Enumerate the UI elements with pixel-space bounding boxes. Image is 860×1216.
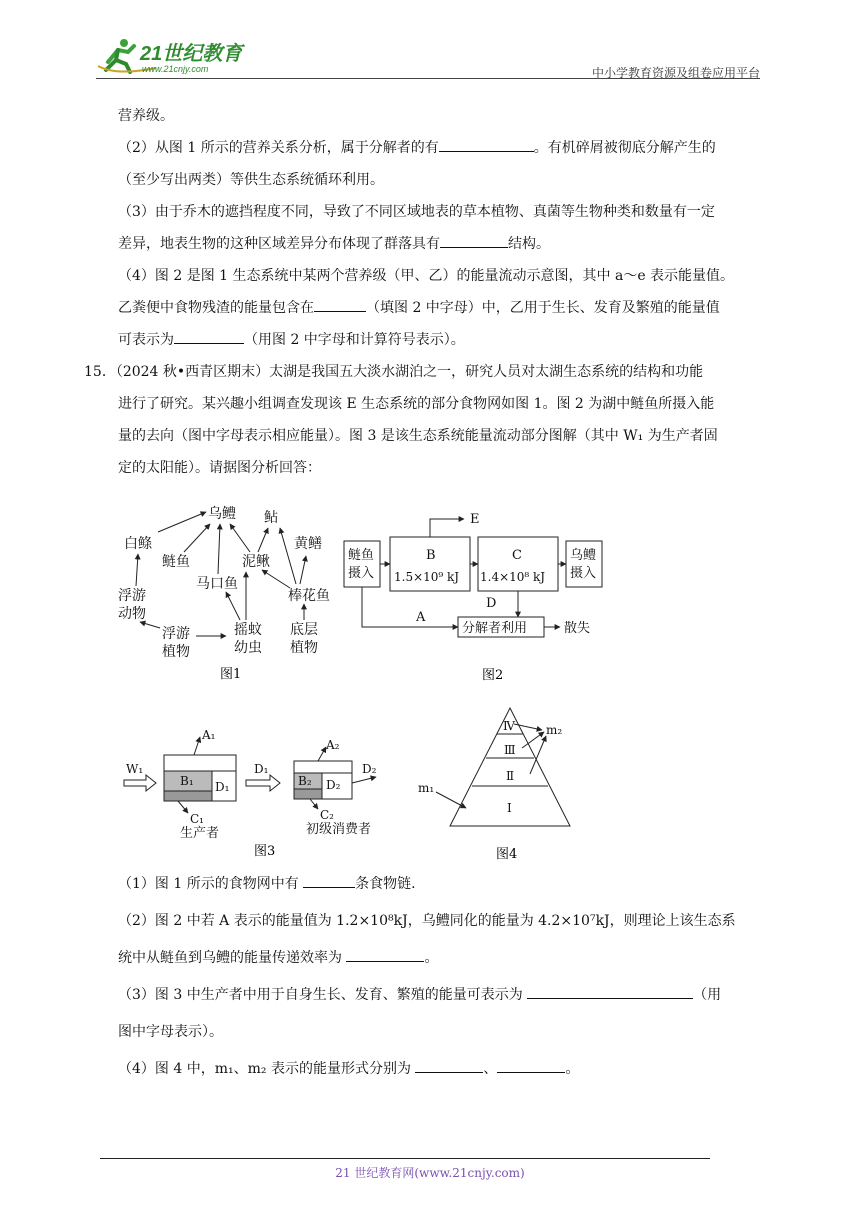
fig2-decomposer: 分解者利用 — [462, 621, 528, 636]
answer-blank[interactable] — [497, 1058, 565, 1073]
fig3-b1: B₁ — [180, 774, 194, 788]
q14-line: （3）由于乔木的遮挡程度不同，导致了不同区域地表的草本植物、真菌等生物种类和数量有一定 — [118, 204, 715, 220]
node-nian: 鲇 — [264, 510, 278, 526]
fig3-c2: C₂ — [320, 808, 334, 822]
level-1: Ⅰ — [507, 801, 512, 815]
fig2-b-value: 1.5×10⁹ kJ — [394, 570, 460, 584]
node-diceng: 植物 — [290, 640, 318, 656]
figure-2-energy-flow — [340, 505, 610, 690]
fig3-b2: B₂ — [298, 774, 312, 788]
q15-line: 进行了研究。某兴趣小组调查发现该 E 生态系统的部分食物网如图 1。图 2 为湖中鲢鱼所摄入能 — [118, 396, 715, 412]
q14-line: （4）图 2 是图 1 生态系统中某两个营养级（甲、乙）的能量流动示意图，其中 a～e 表示能量值。 — [118, 268, 735, 284]
fig3-d1-arrow: D₁ — [254, 762, 269, 776]
fig2-a-label: A — [416, 610, 426, 625]
figure-4-energy-pyramid — [410, 700, 600, 865]
fig2-b-label: B — [426, 548, 436, 563]
site-logo — [96, 36, 266, 76]
node-fuyou-zhiwu: 植物 — [162, 644, 190, 660]
level-4: Ⅳ — [503, 719, 515, 733]
node-yaowen: 幼虫 — [234, 640, 262, 656]
figure-3-caption: 图3 — [254, 844, 276, 859]
q15-subquestion-3-cont: 图中字母表示）。 — [118, 1024, 223, 1040]
fig3-w1: W₁ — [126, 762, 144, 776]
logo-url: www.21cnjy.com — [142, 64, 209, 74]
page-header — [96, 30, 760, 80]
figure-1-caption: 图1 — [220, 667, 242, 682]
figure-1-food-web — [110, 500, 350, 690]
q15-subquestion-4: （4）图 4 中，m₁、m₂ 表示的能量形式分别为 、 。 — [96, 1051, 760, 1088]
food-web-arrows — [136, 512, 306, 636]
q14-line: （2）从图 1 所示的营养关系分析，属于分解者的有 。有机碎屑被彻底分解产生的 — [96, 132, 760, 164]
node-diceng: 底层 — [290, 622, 318, 638]
fig3-a1: A₁ — [202, 728, 216, 742]
question-15-subquestions — [96, 866, 760, 1088]
fig2-c-label: C — [512, 548, 522, 563]
footer-divider — [100, 1158, 710, 1159]
header-platform-name: 中小学教育资源及组卷应用平台 — [591, 66, 760, 80]
q14-line: 乙粪便中食物残渣的能量包含在 （填图 2 中字母）中，乙用于生长、发育及繁殖的能量值 — [96, 292, 760, 324]
fig2-lianyu: 鲢鱼 — [348, 548, 375, 563]
fig4-m1: m₁ — [418, 781, 435, 795]
fig4-m2: m₂ — [546, 723, 563, 737]
fig2-dissipate: 散失 — [564, 621, 591, 636]
q15-subquestion-2-cont: 统中从鲢鱼到乌鳢的能量传递效率为 。 — [96, 940, 760, 977]
q15-line: 定的太阳能）。请据图分析回答： — [118, 460, 321, 476]
node-bailiao: 白鲦 — [124, 536, 152, 552]
q14-line: 可表示为 （用图 2 中字母和计算符号表示）。 — [96, 324, 760, 356]
fig2-wuli: 乌鳢 — [570, 548, 597, 563]
figure-4-caption: 图4 — [496, 847, 518, 862]
answer-blank[interactable] — [415, 1058, 483, 1073]
fig2-d-label: D — [486, 596, 497, 611]
answer-blank[interactable] — [314, 297, 366, 312]
node-fuyou-zhiwu: 浮游 — [162, 626, 190, 642]
node-yaowen: 摇蚊 — [234, 622, 262, 638]
q14-line: （至少写出两类）等供生态系统循环利用。 — [118, 172, 384, 188]
answer-blank[interactable] — [303, 873, 355, 888]
question-14-text — [96, 100, 760, 356]
fig3-c1: C₁ — [190, 812, 204, 826]
level-3: Ⅲ — [504, 743, 516, 757]
fig3-producer-label: 生产者 — [180, 826, 220, 841]
producer-box — [164, 755, 236, 801]
figure-2-caption: 图2 — [482, 668, 504, 683]
fig3-d2-arrow: D₂ — [362, 762, 377, 776]
answer-blank[interactable] — [527, 984, 693, 999]
answer-blank[interactable] — [346, 947, 424, 962]
level-2: Ⅱ — [506, 769, 515, 783]
footer-link[interactable]: 21 世纪教育网(www.21cnjy.com) — [335, 1166, 525, 1180]
header-divider — [96, 78, 760, 79]
q14-line: 营养级。 — [118, 108, 174, 124]
q14-line: 差异，地表生物的这种区域差异分布体现了群落具有 结构。 — [96, 228, 760, 260]
q15-line: 量的去向（图中字母表示相应能量）。图 3 是该生态系统能量流动部分图解（其中 W₁ 为生产者固 — [118, 428, 718, 444]
fig2-lianyu: 摄入 — [348, 566, 375, 581]
figure-3-energy-diagram — [118, 725, 408, 865]
node-makou: 马口鱼 — [196, 576, 238, 592]
fig3-consumer-label: 初级消费者 — [306, 822, 372, 837]
node-fuyou-dongwu: 浮游 — [118, 588, 146, 604]
node-lianyu: 鲢鱼 — [162, 554, 190, 570]
fig2-c-value: 1.4×10⁸ kJ — [480, 570, 546, 584]
node-ni: 泥鳅 — [242, 554, 270, 570]
answer-blank[interactable] — [174, 329, 244, 344]
question-15-stem — [84, 356, 760, 484]
answer-blank[interactable] — [440, 233, 508, 248]
fig2-e-label: E — [470, 512, 480, 527]
fig3-d1: D₁ — [215, 780, 230, 794]
fig3-a2: A₂ — [326, 738, 340, 752]
q15-subquestion-1: （1）图 1 所示的食物网中有 条食物链. — [96, 866, 760, 903]
node-huangshan: 黄鳝 — [294, 536, 322, 552]
answer-blank[interactable] — [439, 137, 534, 152]
logo-text: 21世纪教育 — [140, 43, 243, 65]
node-wuli: 乌鳢 — [208, 506, 236, 522]
q15-subquestion-2: （2）图 2 中若 A 表示的能量值为 1.2×10⁸kJ，乌鳢同化的能量为 4.2×10⁷kJ，则理论上该生态系 — [118, 913, 736, 929]
fig3-d2: D₂ — [326, 778, 341, 792]
q15-line: 15．（2024 秋•西青区期末）太湖是我国五大淡水湖泊之一，研究人员对太湖生态系统的结构和功能 — [84, 364, 704, 380]
q15-subquestion-3: （3）图 3 中生产者中用于自身生长、发育、繁殖的能量可表示为 （用 — [96, 977, 760, 1014]
node-banghua: 棒花鱼 — [288, 588, 330, 604]
fig2-wuli: 摄入 — [570, 566, 597, 581]
node-fuyou-dongwu: 动物 — [118, 606, 146, 622]
